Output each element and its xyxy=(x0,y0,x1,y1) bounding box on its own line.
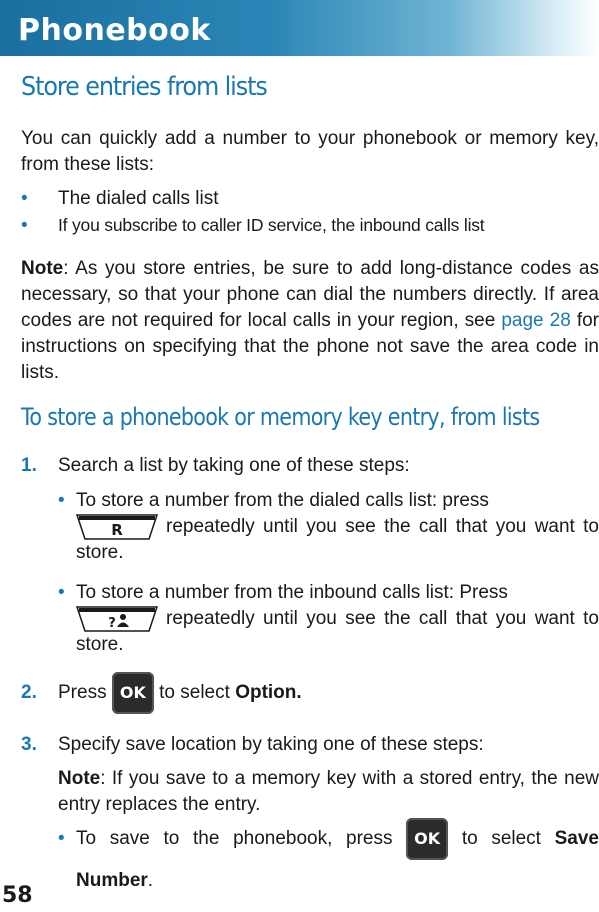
step-text-middle: to select xyxy=(159,682,230,704)
step-number: 1. xyxy=(21,455,37,476)
note-text: : If you save to a memory key with a stored entry, the new entry replaces the entry. xyxy=(58,768,599,815)
step-text: Search a list by taking one of these steps: xyxy=(58,455,410,476)
note-label: Note xyxy=(58,768,101,789)
source-lists xyxy=(21,185,599,239)
step-text: Specify save location by taking one of these steps: xyxy=(58,734,484,755)
save-number-label: Save Number xyxy=(76,828,599,892)
bullet-icon: • xyxy=(58,490,65,511)
intro-paragraph: You can quickly add a number to your phonebook or memory key, from these lists: xyxy=(21,128,599,175)
list-item xyxy=(21,212,599,239)
section-title: Store entries from lists xyxy=(21,72,267,102)
note-text-end: for instructions on specifying that the phone not save the area code in lists. xyxy=(21,310,599,383)
step-text xyxy=(58,672,302,714)
bullet-text: To save to the phonebook, press xyxy=(76,828,393,850)
list-item-text: If you subscribe to caller ID service, the inbound calls list xyxy=(58,215,485,235)
bullet-icon: • xyxy=(58,828,65,849)
bullet-text-end: repeatedly until you see the call that you want to store. xyxy=(76,516,599,564)
ok-button-icon: OK xyxy=(406,818,448,860)
subsection-title: To store a phonebook or memory key entry, from lists xyxy=(21,403,540,431)
page-number: 58 xyxy=(2,883,33,908)
list-item xyxy=(21,185,599,212)
page-header xyxy=(0,0,599,56)
bullet-text-end: . xyxy=(147,870,154,892)
bullet-icon: • xyxy=(21,188,28,209)
bullet-icon: • xyxy=(21,215,28,236)
caller-id-softkey-icon xyxy=(76,606,158,632)
header-title: Phonebook xyxy=(18,13,211,48)
bullet-text: To store a number from the dialed calls list: press xyxy=(76,490,489,511)
step-number: 2. xyxy=(21,682,37,703)
redial-softkey-icon xyxy=(76,514,158,540)
note-text: : As you store entries, be sure to add long-distance codes as necessary, so that your phone can dial the numbers directly. If area codes are not required for local calls in your region, see xyxy=(21,258,599,331)
softkey-label: R xyxy=(111,521,123,539)
step-text-before: Press xyxy=(58,682,107,704)
softkey-label: ? xyxy=(108,616,116,631)
page-link[interactable]: page 28 xyxy=(501,310,571,331)
list-item-text: The dialed calls list xyxy=(58,188,219,209)
step-number: 3. xyxy=(21,734,37,755)
bullet-text-end: repeatedly until you see the call that you want to store. xyxy=(76,608,599,656)
note-paragraph xyxy=(21,256,599,386)
ok-button-icon: OK xyxy=(112,672,154,714)
bullet-text: To store a number from the inbound calls list: Press xyxy=(76,582,508,603)
bullet-text-middle: to select xyxy=(461,828,541,850)
note-label: Note xyxy=(21,258,64,279)
option-label: Option. xyxy=(235,682,302,704)
bullet-icon: • xyxy=(58,582,65,603)
